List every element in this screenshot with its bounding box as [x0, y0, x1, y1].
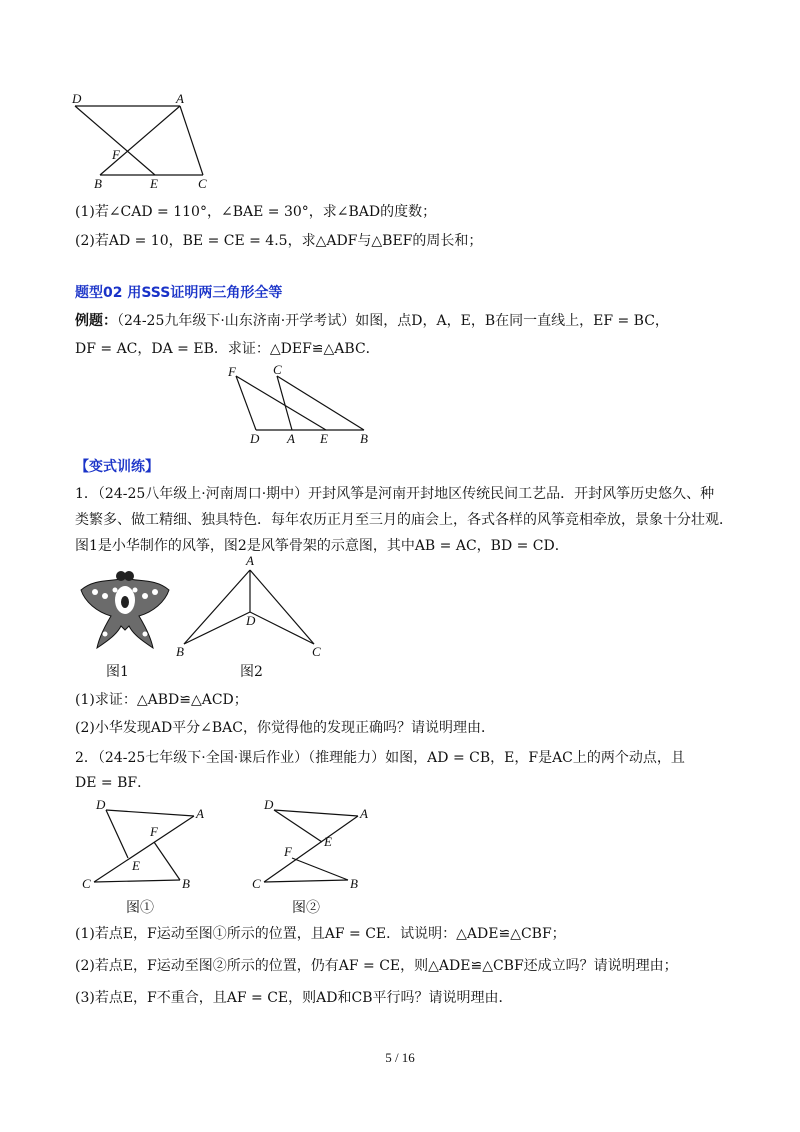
question-part-2: (2)若AD = 10，BE = CE = 4.5，求△ADF与△BEF的周长和； — [75, 233, 483, 249]
q1-part-2: (2)小华发现AD平分∠BAC，你觉得他的发现正确吗？请说明理由． — [75, 720, 496, 736]
label-B: B — [182, 876, 190, 891]
label-F: F — [284, 844, 292, 859]
q2-part-1: (1)若点E，F运动至图①所示的位置，且AF = CE．试说明：△ADE≌△CBF； — [75, 926, 566, 942]
label-A: A — [246, 553, 254, 568]
page-number: 5 / 16 — [385, 1050, 415, 1065]
figure-b-caption: 图② — [292, 900, 320, 916]
q1-line-1: 1．（24-25八年级上·河南周口·期中）开封风筝是河南开封地区传统民间工艺品．开封风筝历史悠久、种 — [75, 486, 715, 502]
label-E: E — [324, 834, 332, 849]
figure-parallelogram — [60, 90, 230, 190]
figure-1-caption: 图1 — [106, 664, 129, 680]
example-text-1: （24-25九年级下·山东济南·开学考试）如图，点D，A，E，B在同一直线上，EF = BC， — [117, 313, 669, 329]
label-A: A — [176, 91, 184, 106]
q2-line-1: 2．（24-25七年级下·全国·课后作业）（推理能力）如图，AD = CB，E，F是AC上的两个动点，且 — [75, 750, 685, 766]
q1-line-2: 类繁多、做工精细、独具特色．每年农历正月至三月的庙会上，各式各样的风筝竞相牵放，景象十分壮观． — [75, 512, 733, 528]
label-C: C — [198, 176, 207, 190]
label-E: E — [150, 176, 158, 190]
figure-kite-skeleton — [172, 552, 332, 662]
q1-part-1: (1)求证：△ABD≌△ACD； — [75, 692, 248, 708]
figure-2-caption: 图2 — [240, 664, 263, 680]
label-F: F — [112, 147, 120, 162]
label-C: C — [273, 362, 282, 377]
example-label: 例题： — [75, 313, 117, 329]
label-D: D — [72, 91, 82, 106]
q1-line-3: 图1是小华制作的风筝，图2是风筝骨架的示意图，其中AB = AC，BD = CD． — [75, 538, 569, 554]
label-B: B — [360, 431, 368, 444]
label-B: B — [94, 176, 102, 190]
label-F: F — [228, 364, 236, 379]
label-E: E — [132, 858, 140, 873]
label-D: D — [96, 797, 106, 812]
figure-example-triangles — [222, 362, 382, 444]
example-line-2: DF = AC，DA = EB．求证：△DEF≌△ABC． — [75, 341, 380, 357]
label-A: A — [196, 806, 204, 821]
kite-picture — [75, 560, 175, 652]
q2-part-3: (3)若点E，F不重合，且AF = CE，则AD和CB平行吗？请说明理由． — [75, 990, 513, 1006]
figure-a-caption: 图① — [126, 900, 154, 916]
label-C: C — [252, 876, 261, 891]
label-E: E — [320, 431, 328, 444]
label-B: B — [176, 644, 184, 659]
label-B: B — [350, 876, 358, 891]
example-line-1 — [75, 311, 669, 331]
q2-line-2: DE = BF． — [75, 775, 152, 791]
label-D: D — [264, 797, 274, 812]
label-C: C — [312, 644, 321, 659]
section-heading: 题型02 用SSS证明两三角形全等 — [75, 285, 283, 301]
label-D: D — [250, 431, 260, 444]
question-part-1: (1)若∠CAD = 110°，∠BAE = 30°，求∠BAD的度数； — [75, 204, 437, 220]
label-D: D — [246, 613, 256, 628]
figure-q2-2 — [246, 796, 386, 894]
q2-part-2: (2)若点E，F运动至图②所示的位置，仍有AF = CE，则△ADE≌△CBF还成立吗？请说明理由； — [75, 958, 678, 974]
figure-q2-1 — [78, 796, 218, 894]
training-heading: 【变式训练】 — [75, 459, 159, 475]
label-A: A — [360, 806, 368, 821]
label-F: F — [150, 824, 158, 839]
label-C: C — [82, 876, 91, 891]
label-A: A — [287, 431, 295, 444]
